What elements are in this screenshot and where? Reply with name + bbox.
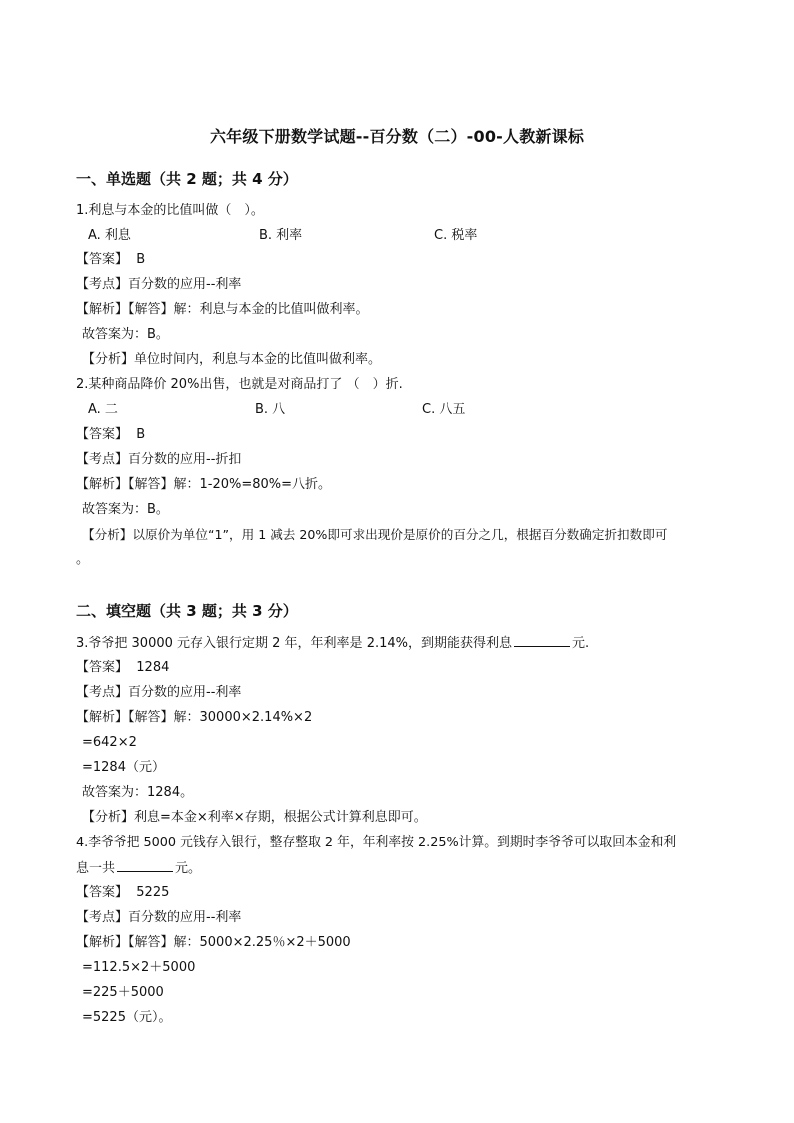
q1-analysis: 【解答】解：利息与本金的比值叫做利率。 — [128, 302, 369, 317]
q4-stem-line1: 4.李爷爷把 5000 元钱存入银行，整存整取 2 年，年利率按 2.25%计算。到期时李爷爷可以取回本金和利 — [76, 835, 677, 850]
q2-point: 百分数的应用--折扣 — [128, 452, 242, 467]
q2-fenxi-row — [82, 526, 667, 544]
q1-analysis-row — [76, 301, 369, 319]
q2-analysis-row — [76, 476, 331, 494]
q4-answer: 5225 — [136, 885, 170, 900]
analysis-label: 【解析】 — [76, 710, 129, 725]
q4-step-3: =5225（元）。 — [82, 1010, 172, 1025]
q4-analysis-row — [76, 934, 351, 952]
q1-answer-row — [76, 251, 145, 269]
answer-label: 【答案】 — [76, 252, 129, 267]
q4-analysis: 【解答】解：5000×2.25％×2＋5000 — [128, 935, 351, 950]
point-label: 【考点】 — [76, 685, 129, 700]
q4-stem-line2 — [76, 859, 201, 878]
fenxi-label: 【分析】 — [82, 352, 135, 367]
q3-answer-row — [76, 659, 169, 677]
q1-answer: B — [136, 252, 146, 267]
fenxi-label: 【分析】 — [82, 527, 133, 542]
point-label: 【考点】 — [76, 277, 129, 292]
page-title: 六年级下册数学试题--百分数（二）-00-人教新课标 — [209, 127, 585, 146]
q2-analysis: 【解答】解：1-20%=80%=八折。 — [128, 477, 332, 492]
section-heading-fill-blank: 二、填空题（共 3 题；共 3 分） — [76, 602, 298, 620]
q1-option-c: C. 税率 — [434, 228, 478, 243]
q3-stem-text: 3.爷爷把 30000 元存入银行定期 2 年，年利率是 2.14%，到期能获得利息 — [76, 636, 512, 651]
q2-answer-row — [76, 426, 145, 444]
answer-label: 【答案】 — [76, 885, 129, 900]
q3-conclusion: 故答案为：1284。 — [82, 785, 194, 800]
q2-stem: 2.某种商品降价 20%出售，也就是对商品打了 （ ）折. — [76, 377, 403, 392]
q3-analysis: 【解答】解：30000×2.14%×2 — [128, 710, 313, 725]
q3-stem — [76, 634, 589, 653]
q3-step-1: =642×2 — [82, 735, 137, 750]
q3-analysis-row — [76, 709, 312, 727]
answer-label: 【答案】 — [76, 427, 129, 442]
q4-step-1: =112.5×2＋5000 — [82, 960, 196, 975]
q3-blank — [514, 634, 570, 647]
q3-step-2: =1284（元） — [82, 760, 165, 775]
q3-fenxi: 利息=本金×利率×存期，根据公式计算利息即可。 — [134, 810, 427, 825]
q4-blank — [117, 859, 173, 872]
q1-point: 百分数的应用--利率 — [128, 277, 242, 292]
q2-option-a: A. 二 — [88, 402, 118, 417]
point-label: 【考点】 — [76, 910, 129, 925]
q1-option-a: A. 利息 — [88, 228, 131, 243]
point-label: 【考点】 — [76, 452, 129, 467]
q2-option-b: B. 八 — [255, 402, 286, 417]
q1-option-b: B. 利率 — [259, 228, 303, 243]
q3-stem-end: 元. — [572, 636, 590, 651]
q1-fenxi: 单位时间内，利息与本金的比值叫做利率。 — [134, 352, 382, 367]
q4-stem-end: 元。 — [175, 861, 202, 876]
q3-point-row — [76, 684, 241, 702]
q1-point-row — [76, 276, 241, 294]
q3-answer: 1284 — [136, 660, 170, 675]
analysis-label: 【解析】 — [76, 477, 129, 492]
q4-point-row — [76, 909, 241, 927]
q2-answer: B — [136, 427, 146, 442]
q1-conclusion: 故答案为：B。 — [82, 327, 169, 342]
answer-label: 【答案】 — [76, 660, 129, 675]
q2-conclusion: 故答案为：B。 — [82, 502, 169, 517]
q3-point: 百分数的应用--利率 — [128, 685, 242, 700]
section-heading-single-choice: 一、单选题（共 2 题；共 4 分） — [76, 170, 298, 188]
analysis-label: 【解析】 — [76, 935, 129, 950]
q2-option-c: C. 八五 — [422, 402, 466, 417]
q3-fenxi-row — [82, 809, 427, 827]
q1-stem: 1.利息与本金的比值叫做（ ）。 — [76, 203, 264, 218]
q2-fenxi: 以原价为单位“1”，用 1 减去 20%即可求出现价是原价的百分之几，根据百分数确定折扣数即可 — [132, 527, 668, 542]
q4-step-2: =225＋5000 — [82, 985, 164, 1000]
fenxi-label: 【分析】 — [82, 810, 135, 825]
q4-stem-text: 息一共 — [76, 861, 116, 876]
q2-point-row — [76, 451, 241, 469]
analysis-label: 【解析】 — [76, 302, 129, 317]
q4-point: 百分数的应用--利率 — [128, 910, 242, 925]
q2-fenxi-tail: 。 — [76, 552, 90, 567]
q4-answer-row — [76, 884, 169, 902]
q1-fenxi-row — [82, 351, 381, 369]
